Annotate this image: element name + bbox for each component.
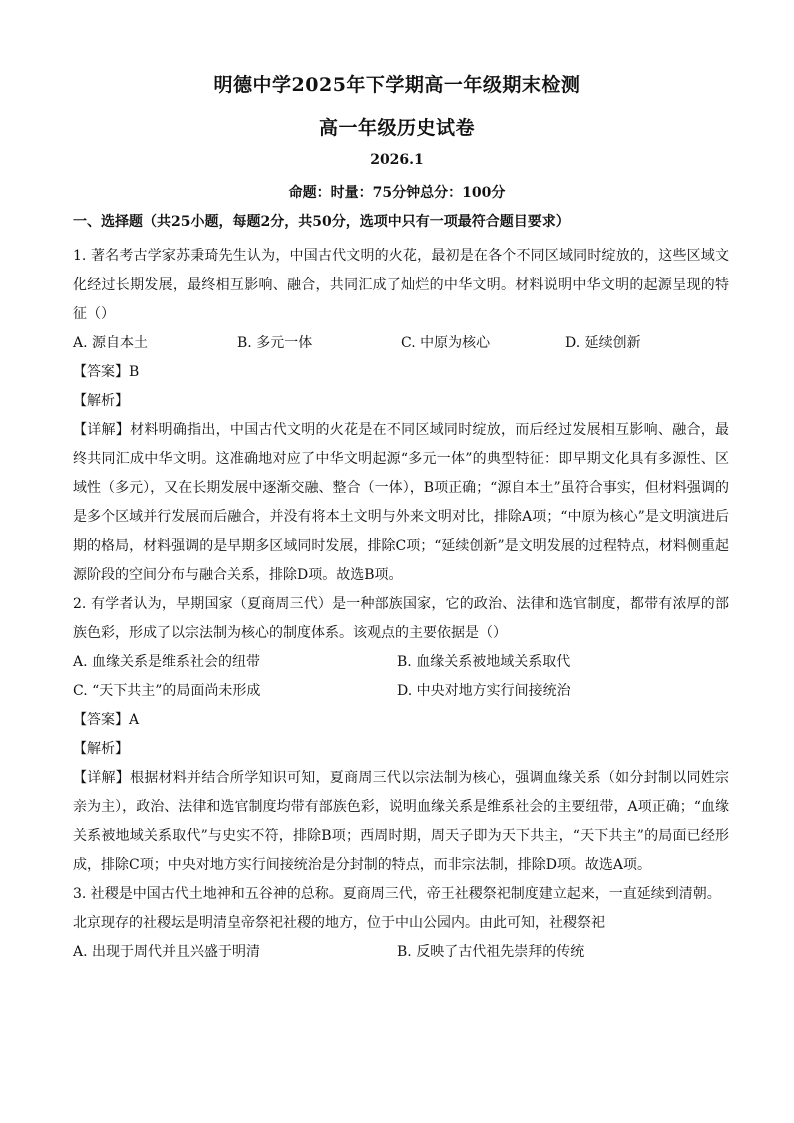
question-3-stem-line-2: 北京现存的社稷坛是明清皇帝祭祀社稷的地方，位于中山公园内。由此可知，社稷祭祀: [73, 915, 605, 931]
question-2-analysis-label: 【解析】: [73, 741, 129, 757]
question-1-analysis-label: 【解析】: [73, 393, 129, 409]
exam-meta: 命题：时量：75分钟总分：100分: [288, 185, 506, 201]
option-b: B. 血缘关系被地域关系取代: [397, 654, 571, 670]
question-1-options: [73, 329, 729, 358]
exam-subtitle: 高一年级历史试卷: [318, 117, 475, 139]
question-3-stem-line-1: 3. 社稷是中国古代土地神和五谷神的总称。夏商周三代，帝王社稷祭祀制度建立起来，一直延续到清朝。: [73, 886, 721, 902]
question-2-answer: 【答案】A: [73, 712, 140, 728]
question-1-answer: 【答案】B: [73, 364, 140, 380]
option-a: A. 出现于周代并且兴盛于明清: [73, 944, 261, 960]
option-c: C. 中原为核心: [401, 335, 491, 351]
question-1-stem: 1. 著名考古学家苏秉琦先生认为，中国古代文明的火花，最初是在各个不同区域同时绽放的，这些区域文化经过长期发展，最终相互影响、融合，共同汇成了灿烂的中华文明。材料说明中华文明的起源呈现的特征（）: [73, 248, 729, 322]
option-a: A. 血缘关系是维系社会的纽带: [73, 654, 261, 670]
option-c: C. “天下共主”的局面尚未形成: [73, 683, 261, 699]
question-2-detail: 【详解】根据材料并结合所学知识可知，夏商周三代以宗法制为核心，强调血缘关系（如分封制以同姓宗亲为主），政治、法律和选官制度均带有部族色彩，说明血缘关系是维系社会的主要纽带，A项正确；“血缘关系被地域关系取代”与史实不符，排除B项；西周时期，周天子即为天下共主，“天下共主”的局面已经形成，排除C项；中央对地方实行间接统治是分封制的特点，而非宗法制，排除D项。故选A项。: [73, 770, 729, 873]
question-3-options-row-1: [73, 938, 729, 967]
exam-title: 明德中学2025年下学期高一年级期末检测: [213, 74, 581, 96]
option-d: D. 中央对地方实行间接统治: [397, 683, 571, 699]
section-heading: 一、选择题（共25小题，每题2分，共50分，选项中只有一项最符合题目要求）: [73, 214, 570, 230]
option-b: B. 多元一体: [237, 335, 313, 351]
questions-body: [73, 242, 729, 967]
question-2-stem: 2. 有学者认为，早期国家（夏商周三代）是一种部族国家，它的政治、法律和选官制度，都带有浓厚的部族色彩，形成了以宗法制为核心的制度体系。该观点的主要依据是（）: [73, 596, 729, 641]
exam-date: 2026.1: [370, 152, 424, 168]
question-1-detail: 【详解】材料明确指出，中国古代文明的火花是在不同区域同时绽放，而后经过发展相互影响、融合，最终共同汇成中华文明。这准确地对应了中华文明起源“多元一体”的典型特征：即早期文化具有多源性、区域性（多元），又在长期发展中逐渐交融、整合（一体），B项正确；“源自本土”虽符合事实，但材料强调的是多个区域并行发展而后融合，并没有将本土文明与外来文明对比，排除A项；“中原为核心”是文明演进后期的格局，材料强调的是早期多区域同时发展，排除C项；“延续创新”是文明发展的过程特点，材料侧重起源阶段的空间分布与融合关系，排除D项。故选B项。: [73, 422, 729, 583]
question-2-options-row-1: [73, 648, 729, 677]
question-2-options-row-2: [73, 677, 729, 706]
option-b: B. 反映了古代祖先崇拜的传统: [397, 944, 585, 960]
option-d: D. 延续创新: [565, 335, 641, 351]
option-a: A. 源自本土: [73, 335, 149, 351]
